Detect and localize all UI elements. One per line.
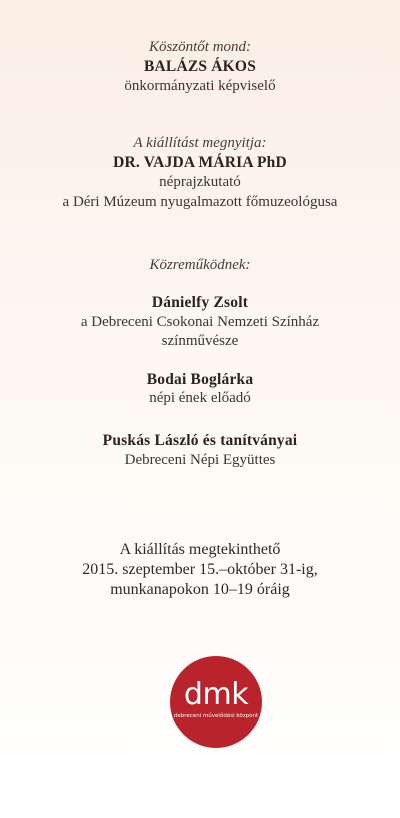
exhibition-line-1: A kiállítás megtekinthető	[119, 541, 281, 558]
opening-name: DR. VAJDA MÁRIA PhD	[113, 154, 287, 171]
contributor-name: Puskás László és tanítványai	[102, 432, 298, 449]
contributor-role: Debreceni Népi Együttes	[124, 452, 276, 468]
greeting-intro: Köszöntőt mond:	[148, 39, 252, 55]
opening-role-2: a Déri Múzeum nyugalmazott főmuzeológusa	[62, 194, 338, 210]
contributor-role: a Debreceni Csokonai Nemzeti Színház	[80, 314, 320, 330]
logo-mark: dmk	[183, 677, 249, 712]
greeting-role: önkormányzati képviselő	[124, 78, 276, 94]
opening-intro: A kiállítást megnyitja:	[133, 135, 267, 151]
contributor-role: népi ének előadó	[149, 390, 251, 406]
contributor-name: Bodai Boglárka	[146, 371, 254, 388]
contributor-role: színművésze	[161, 333, 239, 349]
exhibition-hours: munkanapokon 10–19 óráig	[110, 581, 290, 598]
logo-subtitle: debreceni művelődési központ	[173, 713, 259, 719]
contributor-name: Dánielfy Zsolt	[151, 294, 249, 311]
greeting-name: BALÁZS ÁKOS	[143, 58, 257, 75]
exhibition-dates: 2015. szeptember 15.–október 31-ig,	[82, 561, 318, 578]
dmk-logo	[170, 656, 262, 748]
contributors-intro: Közreműködnek:	[149, 257, 251, 273]
opening-role-1: néprajzkutató	[159, 174, 241, 190]
